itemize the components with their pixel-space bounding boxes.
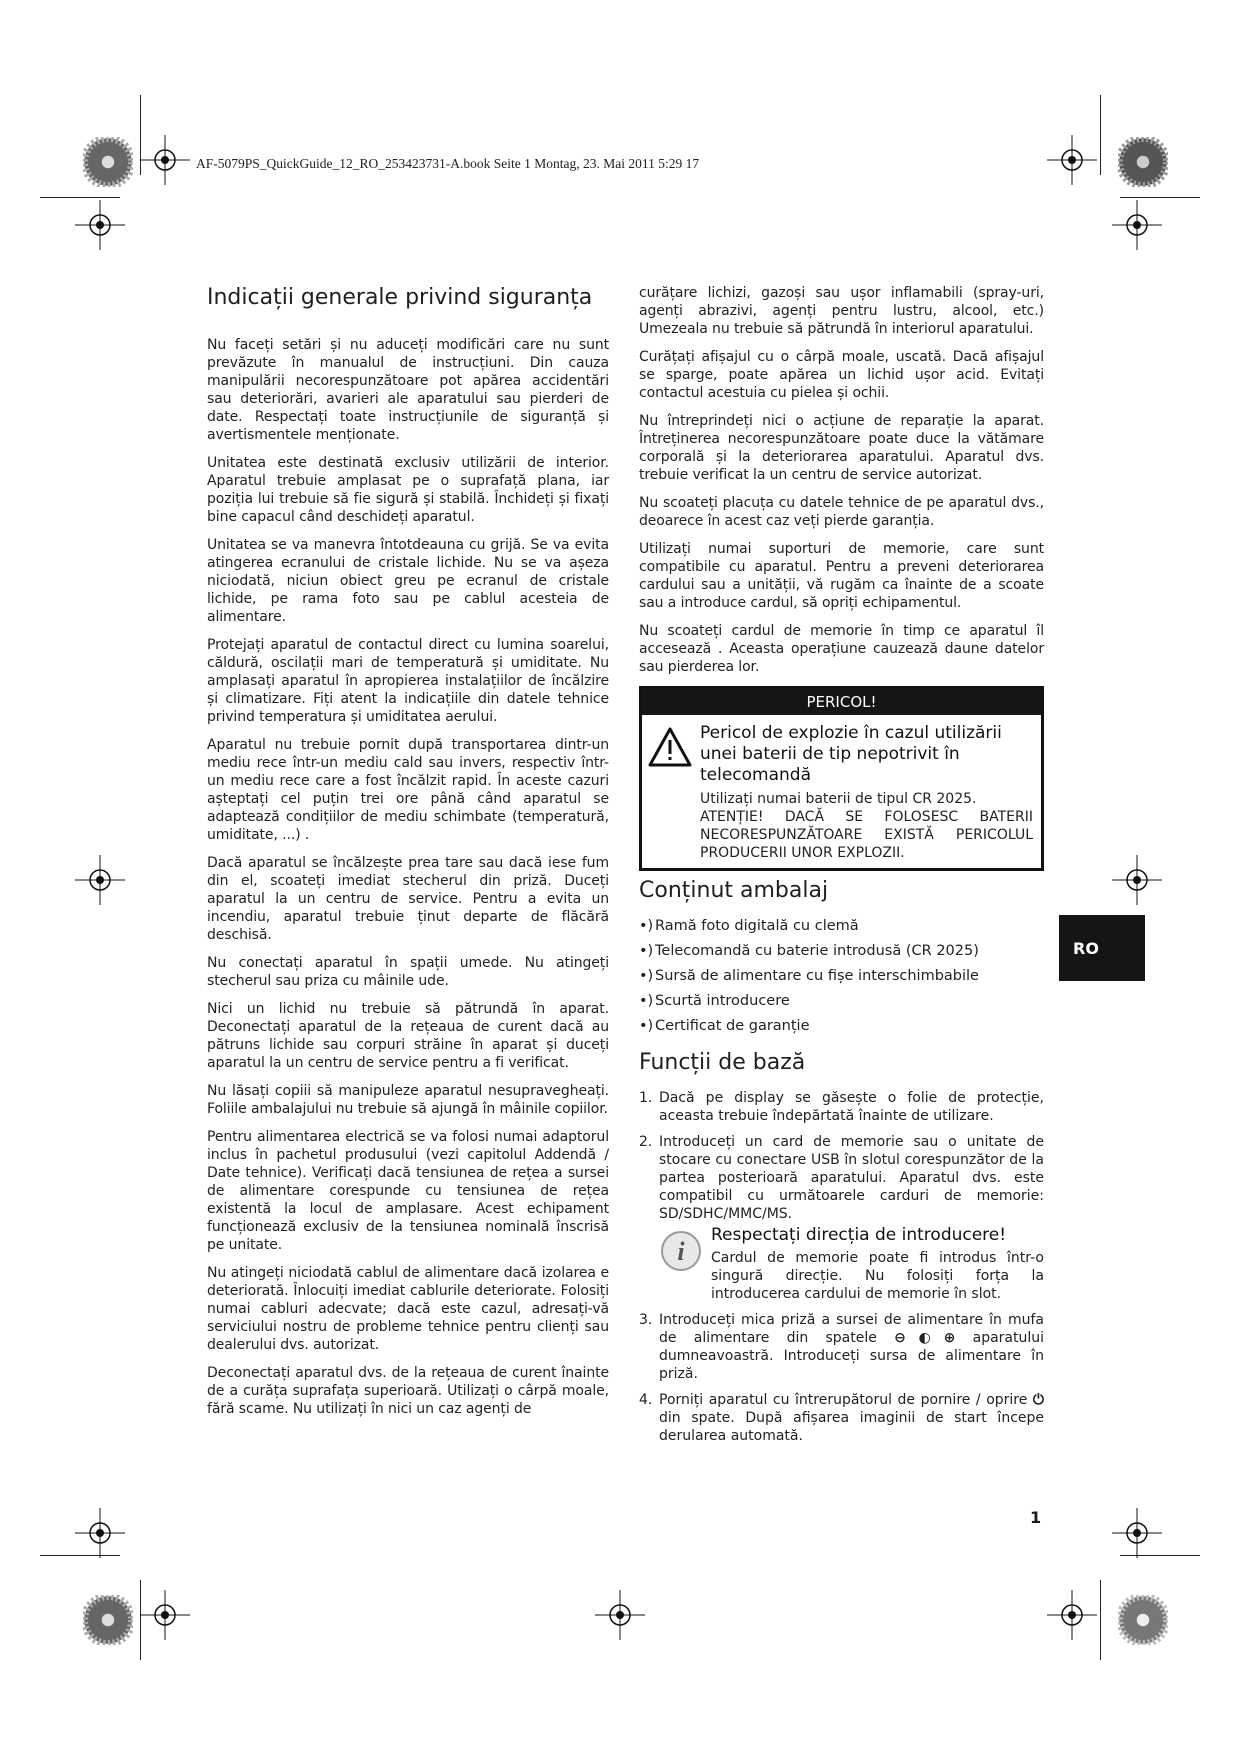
- registration-mark-icon: [1112, 1508, 1162, 1558]
- registration-mark-icon: [1047, 135, 1097, 185]
- info-icon: [659, 1225, 711, 1303]
- step-item: 3. Introduceți mica priză a sursei de alimentare în mufa de alimentare din spatele ⊖◐⊕ aparatului dumneavoastră. Introduceți sursa de alimentare în priză.: [639, 1312, 1045, 1382]
- paragraph: Nu scoateți cardul de memorie în timp ce aparatul îl accesează . Aceasta operațiune cauzează daune datelor sau pierderea lor.: [639, 623, 1044, 675]
- paragraph: Nu lăsați copiii să manipuleze aparatul nesupravegheați. Foliile ambalajului nu trebuie să ajungă în mâinile copiilor.: [207, 1083, 609, 1117]
- paragraph: Nu conectați aparatul în spații umede. Nu atingeți stecherul sau priza cu mâinile ude.: [207, 955, 609, 989]
- danger-lead: Pericol de explozie în cazul utilizării unei baterii de tip nepotrivit în telecomandă: [700, 723, 1002, 785]
- paragraph: Unitatea se va manevra întotdeauna cu grijă. Se va evita atingerea ecranului de cristale lichide. Nu se va așeza niciodată, niciun obiect greu pe ecranul de cristale lichide, pe rama foto sau pe cablul acesteia de alimentare.: [207, 537, 609, 625]
- registration-mark-icon: [140, 135, 190, 185]
- warning-triangle-icon: [648, 723, 700, 862]
- step-item: 1. Dacă pe display se găsește o folie de protecție, aceasta trebuie îndepărtată înainte de utilizare.: [639, 1090, 1044, 1124]
- paragraph: Unitatea este destinată exclusiv utilizării de interior. Aparatul trebuie amplasat pe o suprafață plana, iar poziția lui trebuie să fie sigură și stabilă. Închideți și fixați bine capacul când deschideți aparatul.: [207, 455, 609, 525]
- step-item: 4. Porniți aparatul cu întrerupătorul de pornire / oprire ⏻ din spate. După afișarea imaginii de start începe derularea automată.: [639, 1392, 1044, 1444]
- list-item: •) Telecomandă cu baterie introdusă (CR 2025): [639, 943, 979, 959]
- registration-mark-icon: [1112, 200, 1162, 250]
- registration-mark-icon: [75, 1508, 125, 1558]
- registration-mark-icon: [75, 200, 125, 250]
- polarity-icon: ⊖◐⊕: [894, 1330, 956, 1346]
- color-starburst-icon: [83, 137, 123, 177]
- paragraph: Curățați afișajul cu o cârpă moale, uscată. Dacă afișajul se sparge, poate apărea un lichid ușor acid. Evitați contactul acestuia cu pielea și ochii.: [639, 349, 1044, 401]
- paragraph: Deconectați aparatul dvs. de la rețeaua de curent înainte de a curăța suprafața superioară. Utilizați o cârpă moale, fără scame. Nu utilizați în nici un caz agenți de: [207, 1365, 609, 1417]
- paragraph: Nu atingeți niciodată cablul de alimentare dacă izolarea e deteriorată. Înlocuiți imediat cablurile deteriorate. Folosiți numai cabluri adecvate; dacă este cazul, adresați-vă serviciului nostru de probleme tehnice pentru clienți sau dealerului dvs. autorizat.: [207, 1265, 609, 1353]
- basic-functions-title: Funcții de bază: [639, 1050, 806, 1075]
- note-text: Cardul de memorie poate fi introdus într-o singură direcție. Nu folosiți forța la introducerea cardului de memorie în slot.: [711, 1250, 1044, 1302]
- page-number: 1: [1030, 1508, 1042, 1527]
- danger-warning-box: [639, 686, 1044, 871]
- step-item: 2. Introduceți un card de memorie sau o unitate de stocare cu conectare USB în slotul corespunzător de la partea posterioară aparatului. Aparatul dvs. este compatibil cu următoarele carduri de memorie: SD/SDHC/MMC/MS. i Respectați direcția de introducere! Cardul de memorie poate fi introdus într-o singură direcție. Nu folosiți forța la introducerea cardului de memorie în slot.: [639, 1134, 1044, 1302]
- list-item: •) Ramă foto digitală cu clemă: [639, 918, 859, 934]
- color-starburst-icon: [1118, 137, 1158, 177]
- note-title: Respectați direcția de introducere!: [711, 1225, 1007, 1245]
- paragraph: curățare lichizi, gazoși sau ușor inflamabili (spray-uri, agenți abrazivi, agenți pentru lustru, alcool, etc.) Umezeala nu trebuie să pătrundă în interiorul aparatului.: [639, 285, 1044, 337]
- registration-mark-icon: [595, 1590, 645, 1640]
- left-column: [207, 284, 609, 1428]
- list-item: •) Certificat de garanție: [639, 1018, 810, 1034]
- paragraph: Aparatul nu trebuie pornit după transportarea dintr-un mediu rece într-un mediu cald sau invers, respectiv într-un mediu rece care a fost încălzit rapid. În aceste cazuri așteptați cel puțin trei ore până când aparatul se adaptează condițiilor de mediu schimbate (temperatură, umiditate, ...) .: [207, 737, 609, 843]
- list-item: •) Scurtă introducere: [639, 993, 790, 1009]
- info-note: [659, 1225, 1044, 1303]
- paragraph: Dacă aparatul se încălzește prea tare sau dacă iese fum din el, scoateți imediat stecherul din priză. Duceți aparatul la un centru de service. Pentru a evita un incendiu, aparatul trebuie ținut departe de flăcără deschisă.: [207, 855, 609, 943]
- paragraph: Nu faceți setări și nu aduceți modificări care nu sunt prevăzute în manualul de instrucțiuni. Din cauza manipulării necorespunzătoare pot apărea accidentări sau deteriorări, avarieri ale aparatului sau pierderi de date. Respectați toate instrucțiunile de siguranță și avertismentele menționate.: [207, 337, 609, 443]
- registration-mark-icon: [75, 855, 125, 905]
- paragraph: Nu întreprindeți nici o acțiune de reparație la aparat. Întreținerea necorespunzătoare poate duce la vătămare corporală și la deteriorarea aparatului. Aparatul dvs. trebuie verificat la un centru de service autorizat.: [639, 413, 1044, 483]
- danger-line: Utilizați numai baterii de tipul CR 2025.: [700, 791, 977, 807]
- danger-title: PERICOL!: [642, 689, 1041, 715]
- paragraph: Protejați aparatul de contactul direct cu lumina soarelui, căldură, oscilații mari de temperatură și umiditate. Nu amplasați aparatul în apropierea instalațiilor de încălzire și climatizare. Fiți atent la indicațiile din datele tehnice privind temperatura și umiditatea aerului.: [207, 637, 609, 725]
- registration-mark-icon: [1047, 1590, 1097, 1640]
- paragraph: Nici un lichid nu trebuie să pătrundă în aparat. Deconectați aparatul de la rețeaua de curent dacă au pătruns lichide sau corpuri străine în aparat și duceți aparatul la un centru de service pentru a fi verificat.: [207, 1001, 609, 1071]
- language-tab: RO: [1059, 915, 1145, 981]
- power-icon: ⏻: [1032, 1392, 1044, 1408]
- right-column: [639, 284, 1044, 1453]
- danger-line: ATENȚIE! DACĂ SE FOLOSESC BATERII NECORESPUNZĂTOARE EXISTĂ PERICOLUL PRODUCERII UNOR EXPLOZII.: [700, 809, 1033, 861]
- registration-mark-icon: [140, 1590, 190, 1640]
- print-header: AF-5079PS_QuickGuide_12_RO_253423731-A.book Seite 1 Montag, 23. Mai 2011 5:29 17: [196, 156, 700, 171]
- color-starburst-icon: [1118, 1595, 1158, 1635]
- color-starburst-icon: [83, 1595, 123, 1635]
- paragraph: Nu scoateți placuța cu datele tehnice de pe aparatul dvs., deoarece în acest caz veți pierde garanția.: [639, 495, 1044, 529]
- paragraph: Utilizați numai suporturi de memorie, care sunt compatibile cu aparatul. Pentru a preveni deteriorarea cardului sau a unității, vă rugăm ca înainte de a scoate sau a introduce cardul, să opriți echipamentul.: [639, 541, 1044, 611]
- list-item: •) Sursă de alimentare cu fișe interschimbabile: [639, 968, 979, 984]
- paragraph: Pentru alimentarea electrică se va folosi numai adaptorul inclus în pachetul produsului (vezi capitolul Addendă / Date tehnice). Verificați dacă tensiunea de rețea a sursei de alimentare corespunde cu tensiunea de rețea existentă la locul de amplasare. Acest echipament funcționează exclusiv de la tensiunea nominală înscrisă pe unitate.: [207, 1129, 609, 1253]
- svg-text:i: i: [677, 1237, 685, 1266]
- registration-mark-icon: [1112, 855, 1162, 905]
- package-contents-title: Conținut ambalaj: [639, 878, 829, 903]
- safety-title: Indicații generale privind siguranța: [207, 285, 593, 310]
